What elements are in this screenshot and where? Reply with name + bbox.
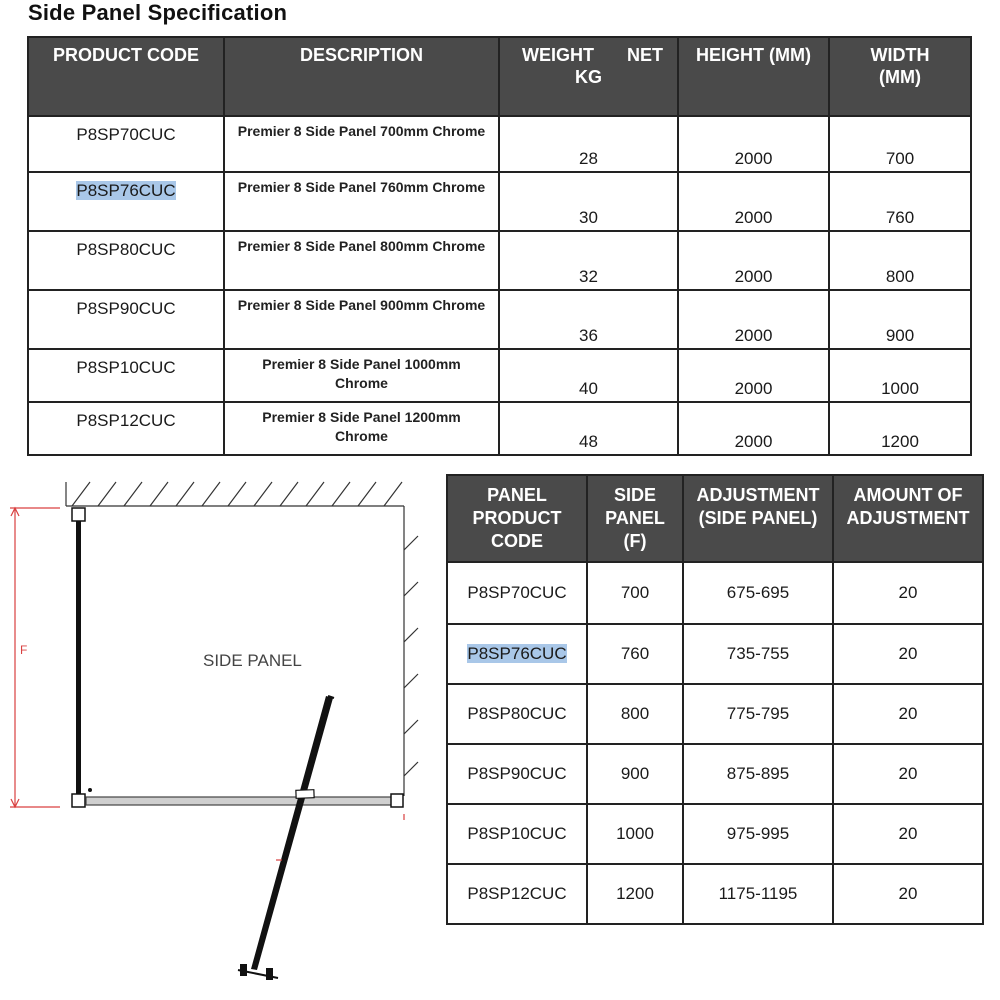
adjustment-range-cell: 975-995 (683, 804, 833, 864)
top-wall-hatching (66, 482, 404, 506)
side-panel-cell: 800 (587, 684, 683, 744)
header-weight-net: NET (627, 45, 663, 65)
table-row (447, 562, 983, 624)
description-cell: Premier 8 Side Panel 760mm Chrome (224, 172, 499, 231)
height-cell: 2000 (678, 349, 829, 402)
width-cell: 700 (829, 116, 971, 172)
side-panel-label: SIDE PANEL (203, 651, 302, 670)
weight-cell: 40 (499, 349, 678, 402)
width-cell: 1000 (829, 349, 971, 402)
product-code-cell: P8SP10CUC (28, 349, 224, 402)
height-cell: 2000 (678, 172, 829, 231)
panel-code-cell: P8SP12CUC (447, 864, 587, 924)
header-side-panel: SIDE PANEL (F) (587, 475, 683, 562)
adjustment-amount-cell: 20 (833, 744, 983, 804)
product-code-cell: P8SP70CUC (28, 116, 224, 172)
side-panel-cell: 760 (587, 624, 683, 684)
table-row (447, 684, 983, 744)
table-row (28, 116, 971, 172)
description-cell: Premier 8 Side Panel 900mm Chrome (224, 290, 499, 349)
table-row (28, 172, 971, 231)
page-title: Side Panel Specification (28, 0, 288, 25)
header-height: HEIGHT (MM) (678, 37, 829, 116)
description-cell: Premier 8 Side Panel 1200mm Chrome (224, 402, 499, 455)
adjustment-amount-cell: 20 (833, 684, 983, 744)
spec-header-row (28, 37, 971, 116)
panel-code-cell: P8SP90CUC (447, 744, 587, 804)
width-cell: 800 (829, 231, 971, 290)
table-row (447, 624, 983, 684)
height-cell: 2000 (678, 290, 829, 349)
table-row (447, 744, 983, 804)
dimension-f (10, 508, 60, 807)
table-row (28, 402, 971, 455)
header-width-label: WIDTH (870, 45, 930, 65)
product-code-cell: P8SP12CUC (28, 402, 224, 455)
height-cell: 2000 (678, 116, 829, 172)
product-code-cell: P8SP90CUC (28, 290, 224, 349)
adjustment-header-row (447, 475, 983, 562)
adjustment-amount-cell: 20 (833, 864, 983, 924)
side-panel-diagram (0, 470, 440, 1000)
side-panel-spec-table (27, 36, 972, 456)
adjustment-amount-cell: 20 (833, 624, 983, 684)
product-code-cell: P8SP80CUC (28, 231, 224, 290)
width-cell: 760 (829, 172, 971, 231)
weight-cell: 48 (499, 402, 678, 455)
adjustment-range-cell: 675-695 (683, 562, 833, 624)
width-cell: 900 (829, 290, 971, 349)
side-panel-cell: 1200 (587, 864, 683, 924)
highlighted-panel-code: P8SP76CUC (467, 644, 567, 663)
table-row (28, 231, 971, 290)
panel-code-cell: P8SP70CUC (447, 562, 587, 624)
header-weight-label: WEIGHT (522, 45, 594, 65)
dimension-f-label: F (20, 643, 28, 657)
side-panel-cell: 900 (587, 744, 683, 804)
adjustment-amount-cell: 20 (833, 562, 983, 624)
header-adjustment: ADJUSTMENT (SIDE PANEL) (683, 475, 833, 562)
header-amount-of-adjustment: AMOUNT OF ADJUSTMENT (833, 475, 983, 562)
side-panel-cell: 1000 (587, 804, 683, 864)
adjustment-range-cell: 775-795 (683, 684, 833, 744)
weight-cell: 30 (499, 172, 678, 231)
adjustment-range-cell: 1175-1195 (683, 864, 833, 924)
description-cell: Premier 8 Side Panel 800mm Chrome (224, 231, 499, 290)
header-weight (499, 37, 678, 116)
side-panel-frame (72, 508, 92, 807)
header-weight-unit: KG (575, 67, 602, 87)
width-cell: 1200 (829, 402, 971, 455)
adjustment-amount-cell: 20 (833, 804, 983, 864)
header-panel-product-code: PANEL PRODUCT CODE (447, 475, 587, 562)
header-width (829, 37, 971, 116)
description-cell: Premier 8 Side Panel 1000mm Chrome (224, 349, 499, 402)
table-row (447, 804, 983, 864)
table-row (447, 864, 983, 924)
weight-cell: 36 (499, 290, 678, 349)
description-cell: Premier 8 Side Panel 700mm Chrome (224, 116, 499, 172)
adjustment-range-cell: 735-755 (683, 624, 833, 684)
panel-code-cell: P8SP80CUC (447, 684, 587, 744)
right-wall-hatching (404, 506, 418, 796)
highlighted-product-code: P8SP76CUC (76, 181, 176, 200)
panel-code-cell (447, 624, 587, 684)
table-row (28, 290, 971, 349)
product-code-cell (28, 172, 224, 231)
panel-code-cell: P8SP10CUC (447, 804, 587, 864)
weight-cell: 28 (499, 116, 678, 172)
adjustment-range-cell: 875-895 (683, 744, 833, 804)
side-panel-cell: 700 (587, 562, 683, 624)
header-product-code: PRODUCT CODE (28, 37, 224, 116)
height-cell: 2000 (678, 231, 829, 290)
door-swing (238, 696, 334, 980)
table-row (28, 349, 971, 402)
header-width-unit: (MM) (879, 67, 921, 87)
height-cell: 2000 (678, 402, 829, 455)
weight-cell: 32 (499, 231, 678, 290)
adjustment-table (446, 474, 984, 925)
bottom-rail (86, 794, 404, 820)
header-description: DESCRIPTION (224, 37, 499, 116)
